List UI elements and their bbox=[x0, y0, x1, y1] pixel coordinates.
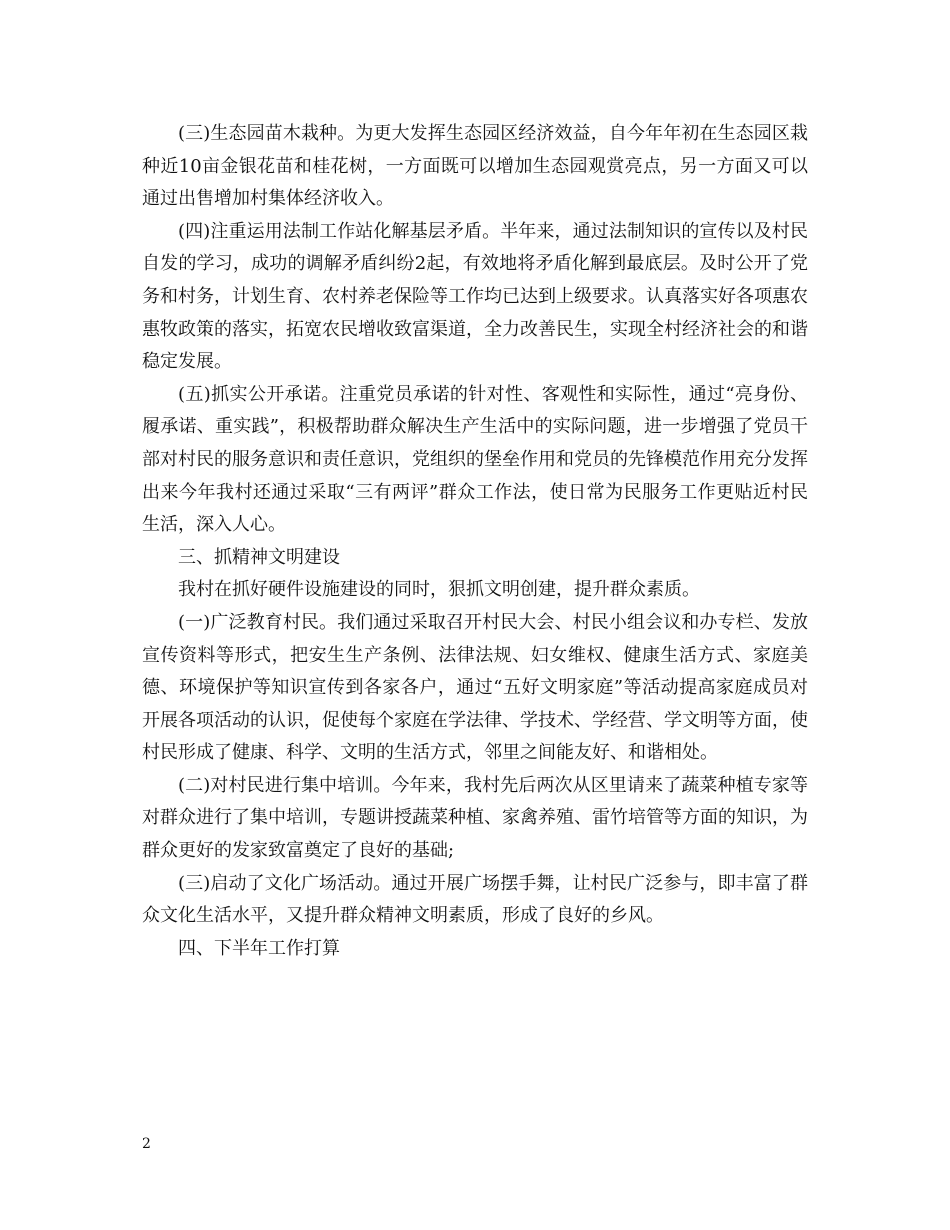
section-heading-second-half-plan: 四、下半年工作打算 bbox=[178, 937, 340, 959]
paragraph-villager-education: (一)广泛教育村民。我们通过采取召开村民大会、村民小组会议和办专栏、发放宣传资料等形式，把安生生产条例、法律法规、妇女维权、健康生活方式、家庭美德、环境保护等知识宣传到各家各户，通过“五好文明家庭”等活动提高家庭成员对开展各项活动的认识，促使每个家庭在学法律、学技术、学经营、学文明等方面，使村民形成了健康、科学、文明的生活方式，邻里之间能友好、和谐相处。 bbox=[142, 611, 808, 764]
paragraph-villager-training: (二)对村民进行集中培训。今年来，我村先后两次从区里请来了蔬菜种植专家等对群众进行了集中培训，专题讲授蔬菜种植、家禽养殖、雷竹培管等方面的知识，为群众更好的发家致富奠定了良好的基础; bbox=[142, 774, 808, 862]
page-number: 2 bbox=[142, 1136, 151, 1152]
document-body bbox=[142, 118, 808, 965]
paragraph-seedling-planting: (三)生态园苗木栽种。为更大发挥生态园区经济效益，自今年年初在生态园区栽种近10亩金银花苗和桂花树，一方面既可以增加生态园观赏亮点，另一方面又可以通过出售增加村集体经济收入。 bbox=[142, 123, 808, 210]
paragraph-public-commitment: (五)抓实公开承诺。注重党员承诺的针对性、客观性和实际性，通过“亮身份、履承诺、重实践”，积极帮助群众解决生产生活中的实际问题，进一步增强了党员干部对村民的服务意识和责任意识，党组织的堡垒作用和党员的先锋模范作用充分发挥出来今年我村还通过采取“三有两评”群众工作法，使日常为民服务工作更贴近村民生活，深入人心。 bbox=[142, 383, 808, 536]
paragraph-legal-workstation: (四)注重运用法制工作站化解基层矛盾。半年来，通过法制知识的宣传以及村民自发的学习，成功的调解矛盾纠纷2起，有效地将矛盾化解到最底层。及时公开了党务和村务，计划生育、农村养老保险等工作均已达到上级要求。认真落实好各项惠农惠牧政策的落实，拓宽农民增收致富渠道，全力改善民生，实现全村经济社会的和谐稳定发展。 bbox=[142, 220, 808, 373]
paragraph-civilization-intro: 我村在抓好硬件设施建设的同时，狠抓文明创建，提升群众素质。 bbox=[178, 579, 700, 601]
section-heading-spiritual-civilization: 三、抓精神文明建设 bbox=[178, 546, 340, 568]
paragraph-culture-square: (三)启动了文化广场活动。通过开展广场摆手舞，让村民广泛参与，即丰富了群众文化生活水平，又提升群众精神文明素质，形成了良好的乡风。 bbox=[142, 872, 808, 927]
